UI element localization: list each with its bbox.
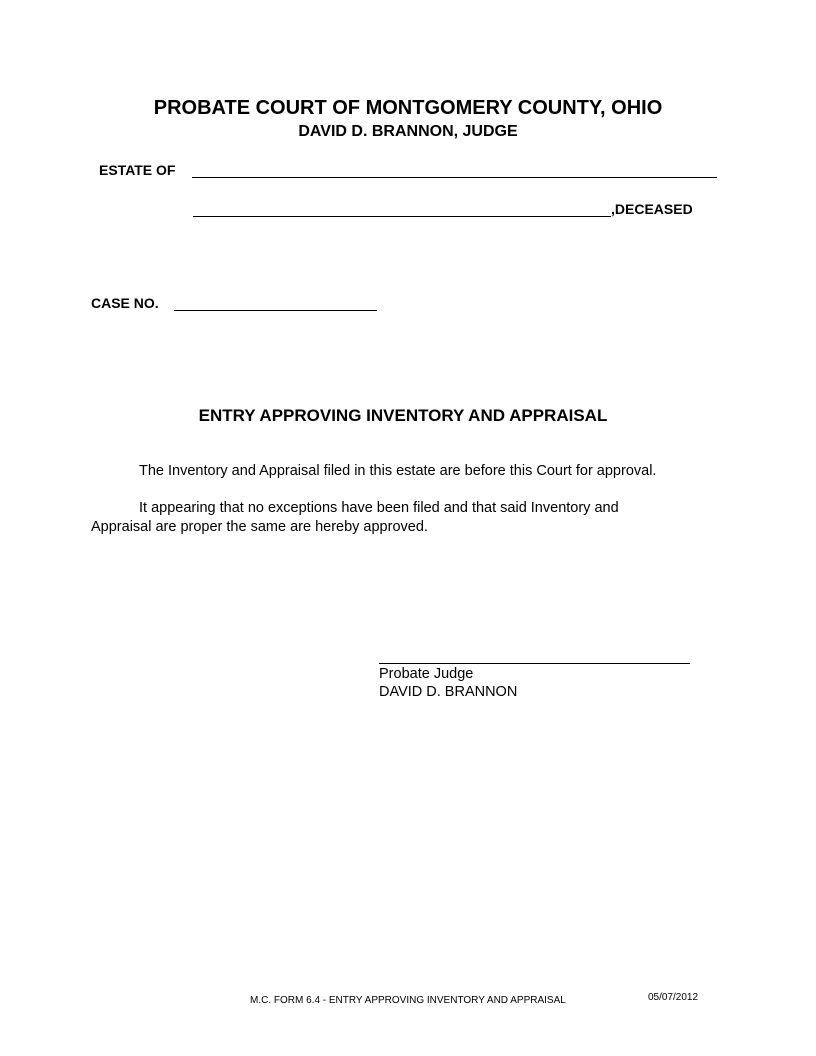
document-heading: ENTRY APPROVING INVENTORY AND APPRAISAL bbox=[198, 406, 608, 425]
judge-signature-line[interactable] bbox=[379, 663, 690, 664]
signature-title: Probate Judge bbox=[379, 666, 474, 682]
case-number-field[interactable] bbox=[174, 310, 377, 311]
estate-of-label: ESTATE OF bbox=[99, 162, 176, 178]
paragraph-1: The Inventory and Appraisal filed in this estate are before this Court for approval. bbox=[139, 463, 657, 479]
case-no-label: CASE NO. bbox=[91, 295, 159, 311]
signature-name: DAVID D. BRANNON bbox=[379, 684, 518, 700]
estate-name-field[interactable] bbox=[192, 177, 717, 178]
footer-date: 05/07/2012 bbox=[648, 992, 699, 1003]
footer-form-label: M.C. FORM 6.4 - ENTRY APPROVING INVENTORY AND APPRAISAL bbox=[250, 995, 566, 1006]
deceased-label: ,DECEASED bbox=[611, 201, 693, 217]
paragraph-2-line-1: It appearing that no exceptions have been filed and that said Inventory and bbox=[139, 500, 619, 516]
judge-subtitle: DAVID D. BRANNON, JUDGE bbox=[298, 123, 518, 140]
paragraph-2-line-2: Appraisal are proper the same are hereby approved. bbox=[91, 519, 428, 535]
deceased-name-field[interactable] bbox=[193, 216, 611, 217]
court-title: PROBATE COURT OF MONTGOMERY COUNTY, OHIO bbox=[153, 97, 663, 119]
